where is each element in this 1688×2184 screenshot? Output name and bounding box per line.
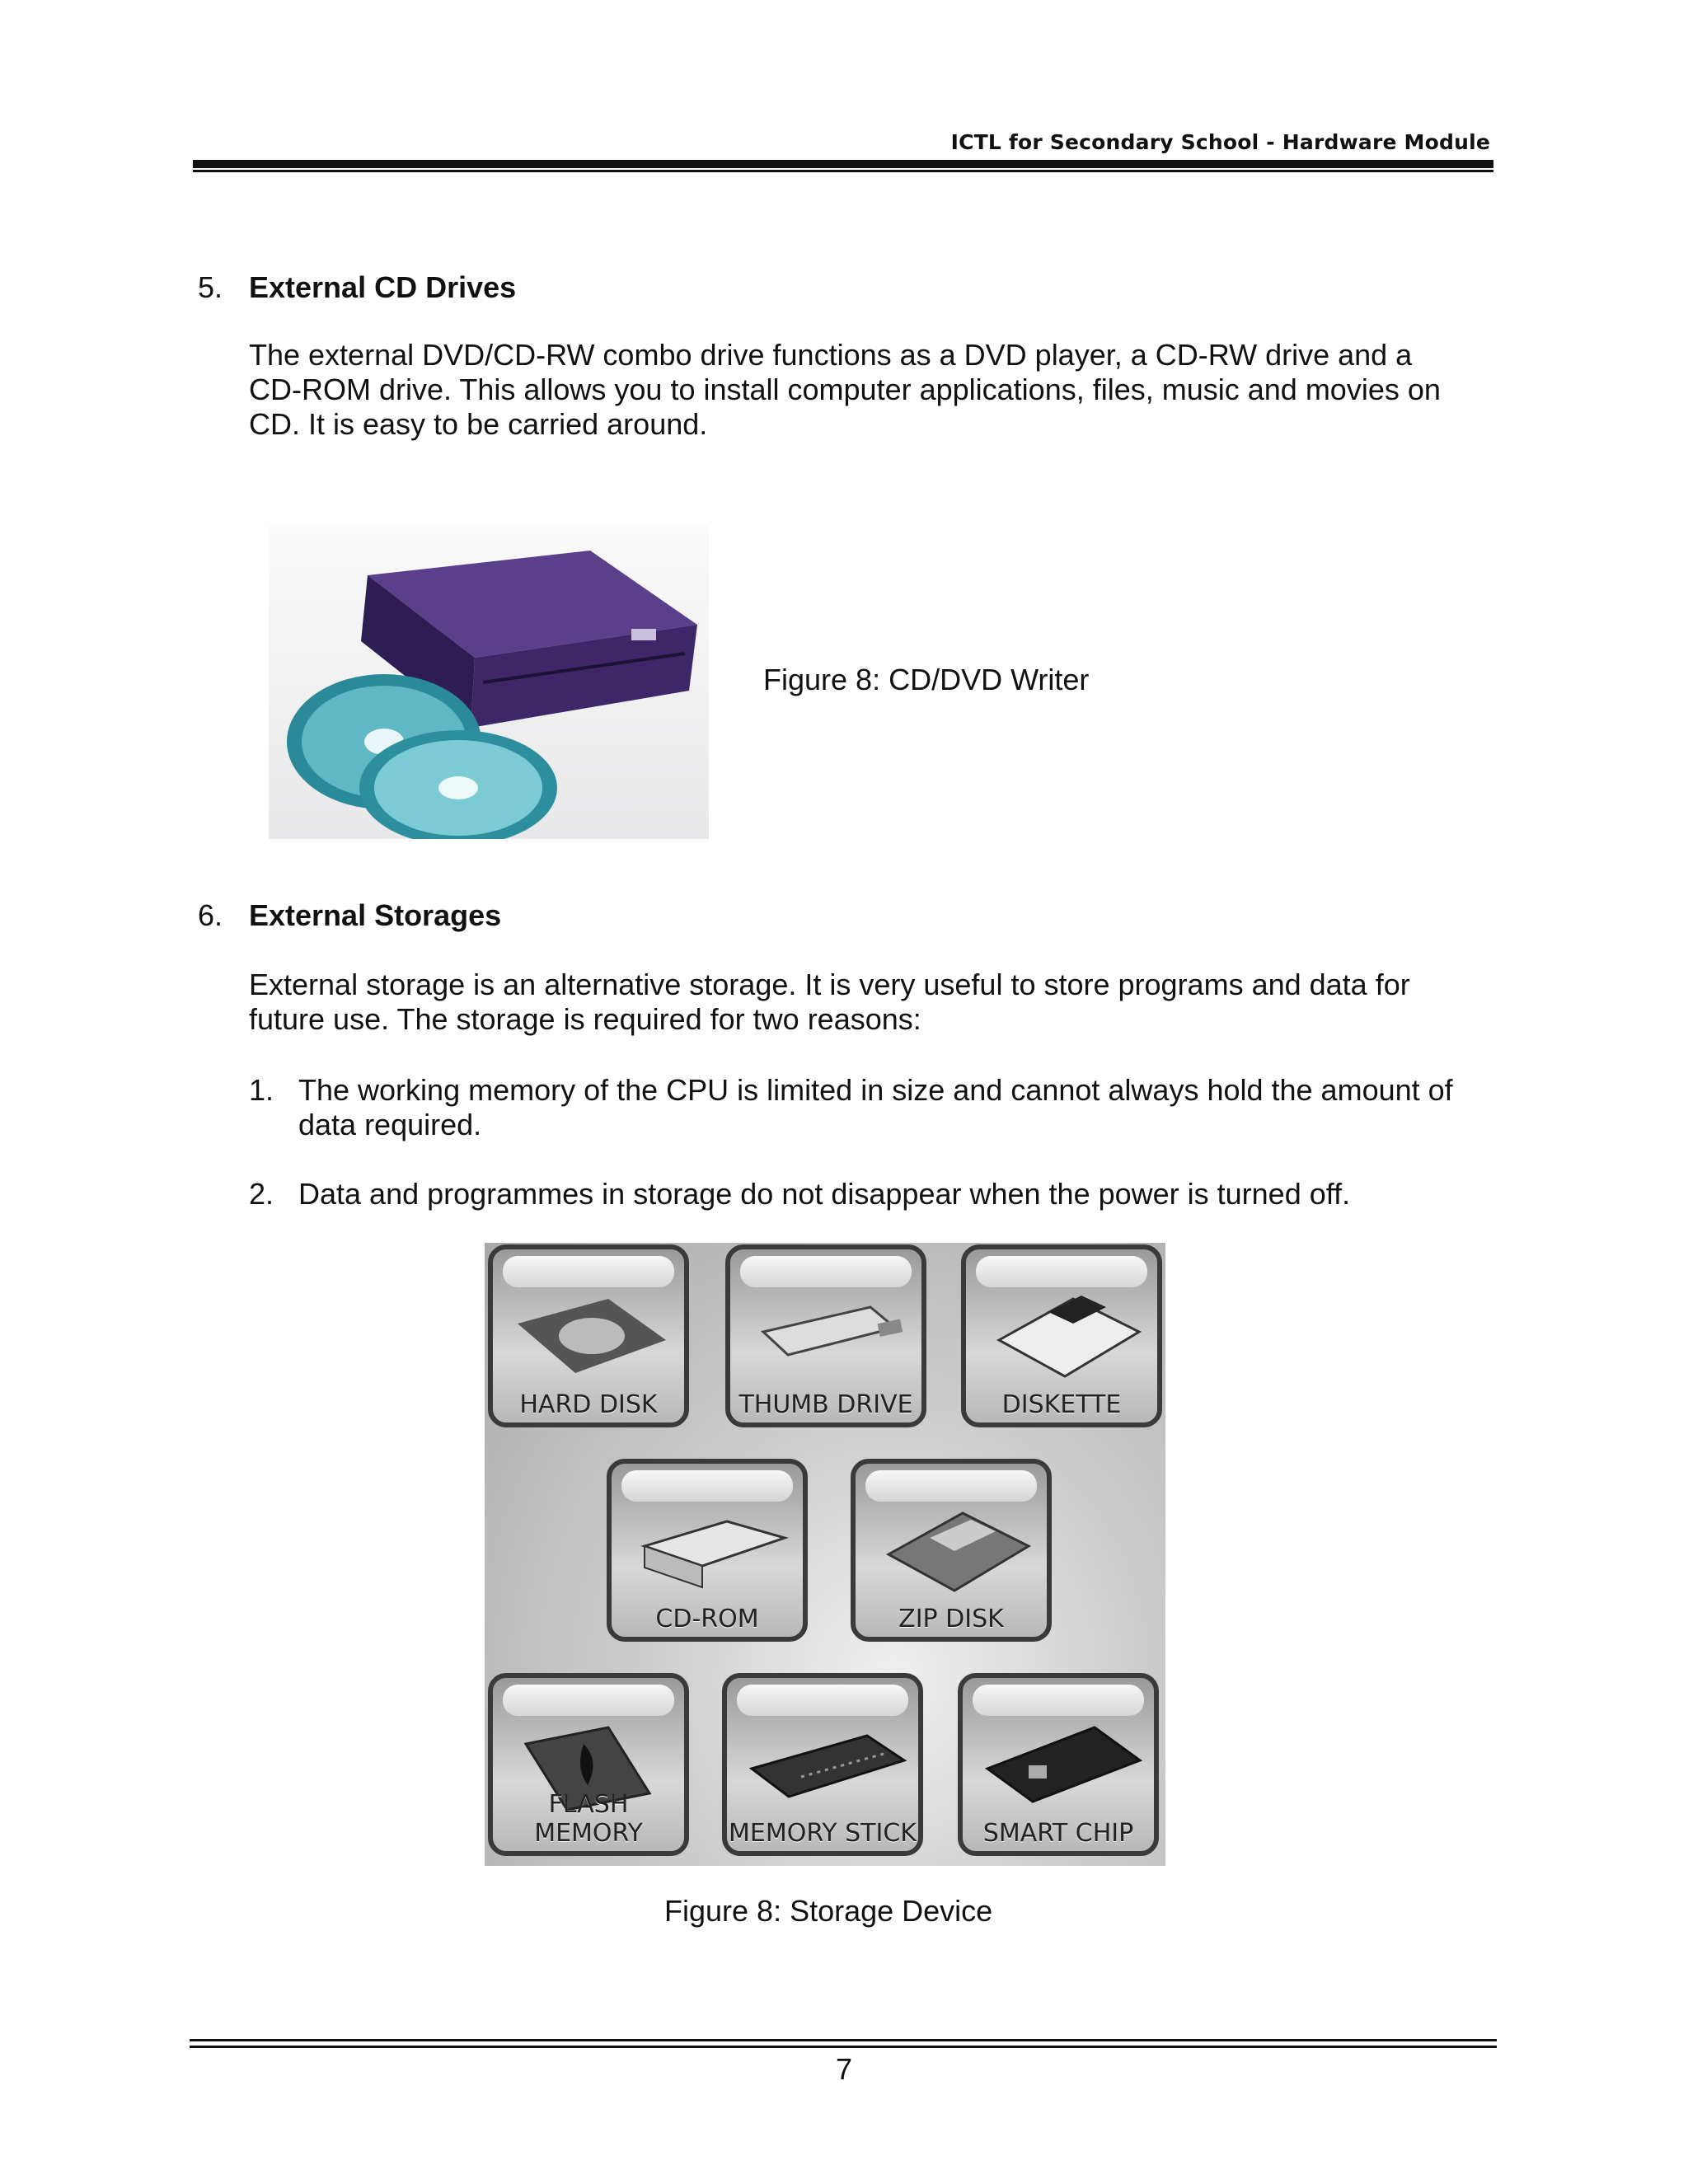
device-label: THUMB DRIVE	[738, 1390, 913, 1419]
device-label: ZIP DISK	[898, 1605, 1004, 1633]
reason-line: data required.	[298, 1108, 482, 1141]
paragraph-line: The external DVD/CD-RW combo drive functions as a DVD player, a CD-RW drive and a	[249, 338, 1413, 372]
header-rule-thin	[193, 170, 1493, 172]
storage-devices-image	[485, 1243, 1165, 1866]
figure-caption-storage: Figure 8: Storage Device	[664, 1894, 993, 1928]
reason-text	[298, 1177, 1350, 1212]
paragraph-line: future use. The storage is required for two reasons:	[249, 1002, 921, 1036]
device-label: DISKETTE	[1001, 1390, 1122, 1419]
device-tile-flash-memory	[488, 1673, 689, 1856]
section-5-number: 5.	[198, 270, 223, 304]
reason-number: 1.	[249, 1073, 274, 1107]
device-label: MEMORY STICK	[729, 1819, 917, 1848]
section-6-number: 6.	[198, 898, 223, 932]
footer-rule-second	[190, 2046, 1497, 2048]
footer-rule	[190, 2039, 1497, 2041]
device-tile-hard-disk	[488, 1244, 689, 1427]
device-label: HARD DISK	[519, 1390, 658, 1419]
section-6-title: External Storages	[249, 898, 502, 932]
header-rule	[193, 160, 1493, 168]
device-tile-smart-chip	[958, 1673, 1159, 1856]
cd-dvd-writer-illustration	[269, 526, 709, 839]
running-header: ICTL for Secondary School - Hardware Module	[950, 130, 1490, 154]
paragraph-line: CD. It is easy to be carried around.	[249, 407, 708, 441]
smart-chip-icon	[979, 1719, 1144, 1810]
device-label: FLASH MEMORY	[534, 1790, 643, 1848]
device-label: SMART CHIP	[982, 1819, 1134, 1848]
section-5-title: External CD Drives	[249, 270, 517, 304]
zip-disk-icon	[872, 1505, 1037, 1596]
reason-line: The working memory of the CPU is limited in size and cannot always hold the amount of	[298, 1073, 1453, 1107]
device-tile-diskette	[961, 1244, 1162, 1427]
cd-dvd-writer-photo	[269, 526, 709, 839]
device-tile-thumb-drive	[725, 1244, 926, 1427]
cd-rom-icon	[628, 1505, 793, 1596]
reason-list-item	[249, 1177, 274, 1212]
device-tile-zip-disk	[851, 1459, 1052, 1642]
page-number: 7	[835, 2052, 853, 2086]
figure-caption-cd-writer: Figure 8: CD/DVD Writer	[763, 663, 1090, 696]
device-tile-memory-stick	[722, 1673, 923, 1856]
paragraph-line: CD-ROM drive. This allows you to install computer applications, files, music and movies on	[249, 373, 1441, 406]
reason-number: 2.	[249, 1177, 274, 1211]
thumb-drive-icon	[747, 1291, 912, 1381]
device-tile-cd-rom	[607, 1459, 808, 1642]
reason-line: Data and programmes in storage do not disappear when the power is turned off.	[298, 1177, 1351, 1211]
section-5-paragraph	[249, 338, 1441, 442]
reason-text	[298, 1073, 1453, 1142]
paragraph-line: External storage is an alternative storage. It is very useful to store programs and data for	[249, 968, 1410, 1001]
device-label: CD-ROM	[655, 1605, 759, 1633]
hard-disk-icon	[509, 1291, 674, 1381]
memory-stick-icon	[743, 1719, 908, 1810]
reason-list-item	[249, 1073, 274, 1108]
diskette-icon	[982, 1291, 1147, 1381]
section-6-paragraph	[249, 968, 1410, 1037]
